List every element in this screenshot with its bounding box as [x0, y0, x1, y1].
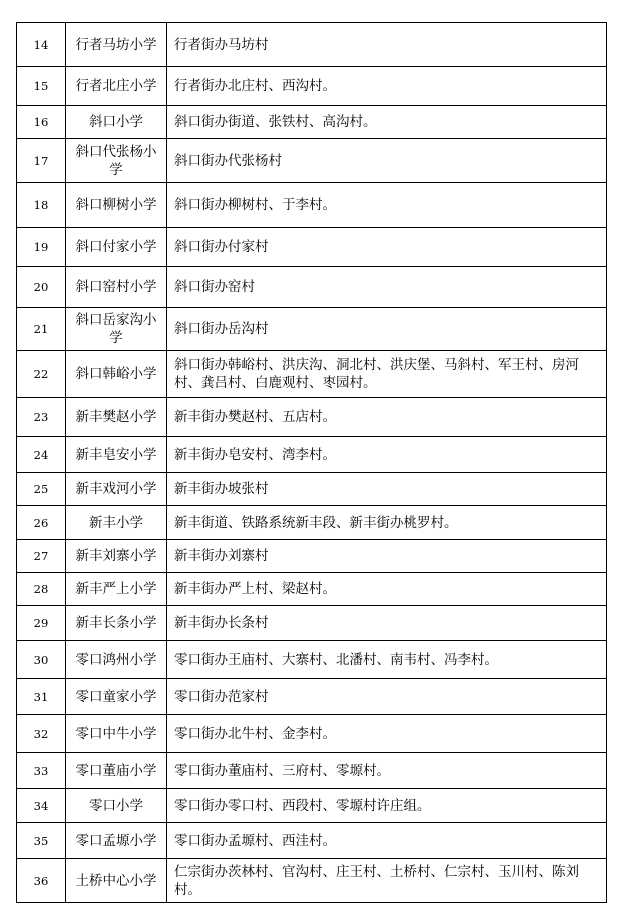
service-area-cell: 斜口街办代张杨村	[167, 139, 607, 183]
service-area-cell: 零口街办范家村	[167, 679, 607, 715]
school-name-cell: 零口童家小学	[66, 679, 167, 715]
row-number-cell: 16	[17, 106, 66, 139]
service-area-cell: 新丰街办严上村、梁赵村。	[167, 573, 607, 606]
table-row	[17, 308, 607, 351]
row-number-cell: 33	[17, 753, 66, 789]
table-row	[17, 67, 607, 106]
school-name-cell: 新丰樊赵小学	[66, 398, 167, 437]
school-name-cell: 斜口窑村小学	[66, 267, 167, 308]
row-number-cell: 22	[17, 351, 66, 398]
row-number-cell: 20	[17, 267, 66, 308]
row-number-cell: 24	[17, 437, 66, 473]
school-name-cell: 斜口小学	[66, 106, 167, 139]
service-area-cell: 斜口街办韩峪村、洪庆沟、洞北村、洪庆堡、马斜村、军王村、房河村、龚吕村、白鹿观村、枣园村。	[167, 351, 607, 398]
table-row	[17, 753, 607, 789]
service-area-cell: 斜口街办付家村	[167, 228, 607, 267]
table-row	[17, 506, 607, 540]
service-area-cell: 斜口街办柳树村、于李村。	[167, 183, 607, 228]
school-name-cell: 新丰皂安小学	[66, 437, 167, 473]
row-number-cell: 31	[17, 679, 66, 715]
row-number-cell: 15	[17, 67, 66, 106]
table-row	[17, 473, 607, 506]
table-row	[17, 606, 607, 641]
table-row	[17, 859, 607, 903]
school-name-cell: 零口小学	[66, 789, 167, 823]
row-number-cell: 30	[17, 641, 66, 679]
table-row	[17, 106, 607, 139]
school-name-cell: 新丰长条小学	[66, 606, 167, 641]
row-number-cell: 26	[17, 506, 66, 540]
service-area-cell: 零口街办孟塬村、西洼村。	[167, 823, 607, 859]
row-number-cell: 36	[17, 859, 66, 903]
row-number-cell: 17	[17, 139, 66, 183]
school-name-cell: 新丰严上小学	[66, 573, 167, 606]
school-name-cell: 新丰戏河小学	[66, 473, 167, 506]
school-district-table	[16, 22, 607, 903]
school-name-cell: 斜口柳树小学	[66, 183, 167, 228]
service-area-cell: 零口街办王庙村、大寨村、北潘村、南韦村、冯李村。	[167, 641, 607, 679]
service-area-cell: 行者街办马坊村	[167, 23, 607, 67]
service-area-cell: 斜口街办窑村	[167, 267, 607, 308]
row-number-cell: 14	[17, 23, 66, 67]
school-name-cell: 零口中牛小学	[66, 715, 167, 753]
row-number-cell: 35	[17, 823, 66, 859]
row-number-cell: 32	[17, 715, 66, 753]
table-row	[17, 540, 607, 573]
table-row	[17, 267, 607, 308]
school-name-cell: 零口鸿州小学	[66, 641, 167, 679]
service-area-cell: 新丰街办刘寨村	[167, 540, 607, 573]
row-number-cell: 27	[17, 540, 66, 573]
table-row	[17, 183, 607, 228]
table-row	[17, 437, 607, 473]
service-area-cell: 新丰街道、铁路系统新丰段、新丰街办桃罗村。	[167, 506, 607, 540]
service-area-cell: 新丰街办坡张村	[167, 473, 607, 506]
service-area-cell: 零口街办董庙村、三府村、零塬村。	[167, 753, 607, 789]
table-row	[17, 789, 607, 823]
service-area-cell: 新丰街办长条村	[167, 606, 607, 641]
school-name-cell: 行者马坊小学	[66, 23, 167, 67]
table-row	[17, 715, 607, 753]
service-area-cell: 新丰街办樊赵村、五店村。	[167, 398, 607, 437]
table-row	[17, 228, 607, 267]
row-number-cell: 23	[17, 398, 66, 437]
school-name-cell: 斜口代张杨小学	[66, 139, 167, 183]
table-row	[17, 641, 607, 679]
school-name-cell: 斜口付家小学	[66, 228, 167, 267]
table-row	[17, 351, 607, 398]
service-area-cell: 斜口街办岳沟村	[167, 308, 607, 351]
service-area-cell: 零口街办零口村、西段村、零塬村许庄组。	[167, 789, 607, 823]
table-row	[17, 23, 607, 67]
service-area-cell: 新丰街办皂安村、湾李村。	[167, 437, 607, 473]
school-name-cell: 新丰刘寨小学	[66, 540, 167, 573]
table-row	[17, 573, 607, 606]
school-name-cell: 土桥中心小学	[66, 859, 167, 903]
table-row	[17, 679, 607, 715]
service-area-cell: 仁宗街办茨林村、官沟村、庄王村、土桥村、仁宗村、玉川村、陈刘村。	[167, 859, 607, 903]
row-number-cell: 19	[17, 228, 66, 267]
school-name-cell: 新丰小学	[66, 506, 167, 540]
table-row	[17, 398, 607, 437]
table-row	[17, 823, 607, 859]
row-number-cell: 18	[17, 183, 66, 228]
service-area-cell: 斜口街办街道、张铁村、高沟村。	[167, 106, 607, 139]
row-number-cell: 21	[17, 308, 66, 351]
row-number-cell: 28	[17, 573, 66, 606]
school-name-cell: 行者北庄小学	[66, 67, 167, 106]
service-area-cell: 行者街办北庄村、西沟村。	[167, 67, 607, 106]
row-number-cell: 29	[17, 606, 66, 641]
school-name-cell: 斜口韩峪小学	[66, 351, 167, 398]
school-name-cell: 零口孟塬小学	[66, 823, 167, 859]
school-name-cell: 斜口岳家沟小学	[66, 308, 167, 351]
school-name-cell: 零口董庙小学	[66, 753, 167, 789]
table-row	[17, 139, 607, 183]
row-number-cell: 25	[17, 473, 66, 506]
row-number-cell: 34	[17, 789, 66, 823]
service-area-cell: 零口街办北牛村、金李村。	[167, 715, 607, 753]
table-body	[17, 23, 607, 903]
